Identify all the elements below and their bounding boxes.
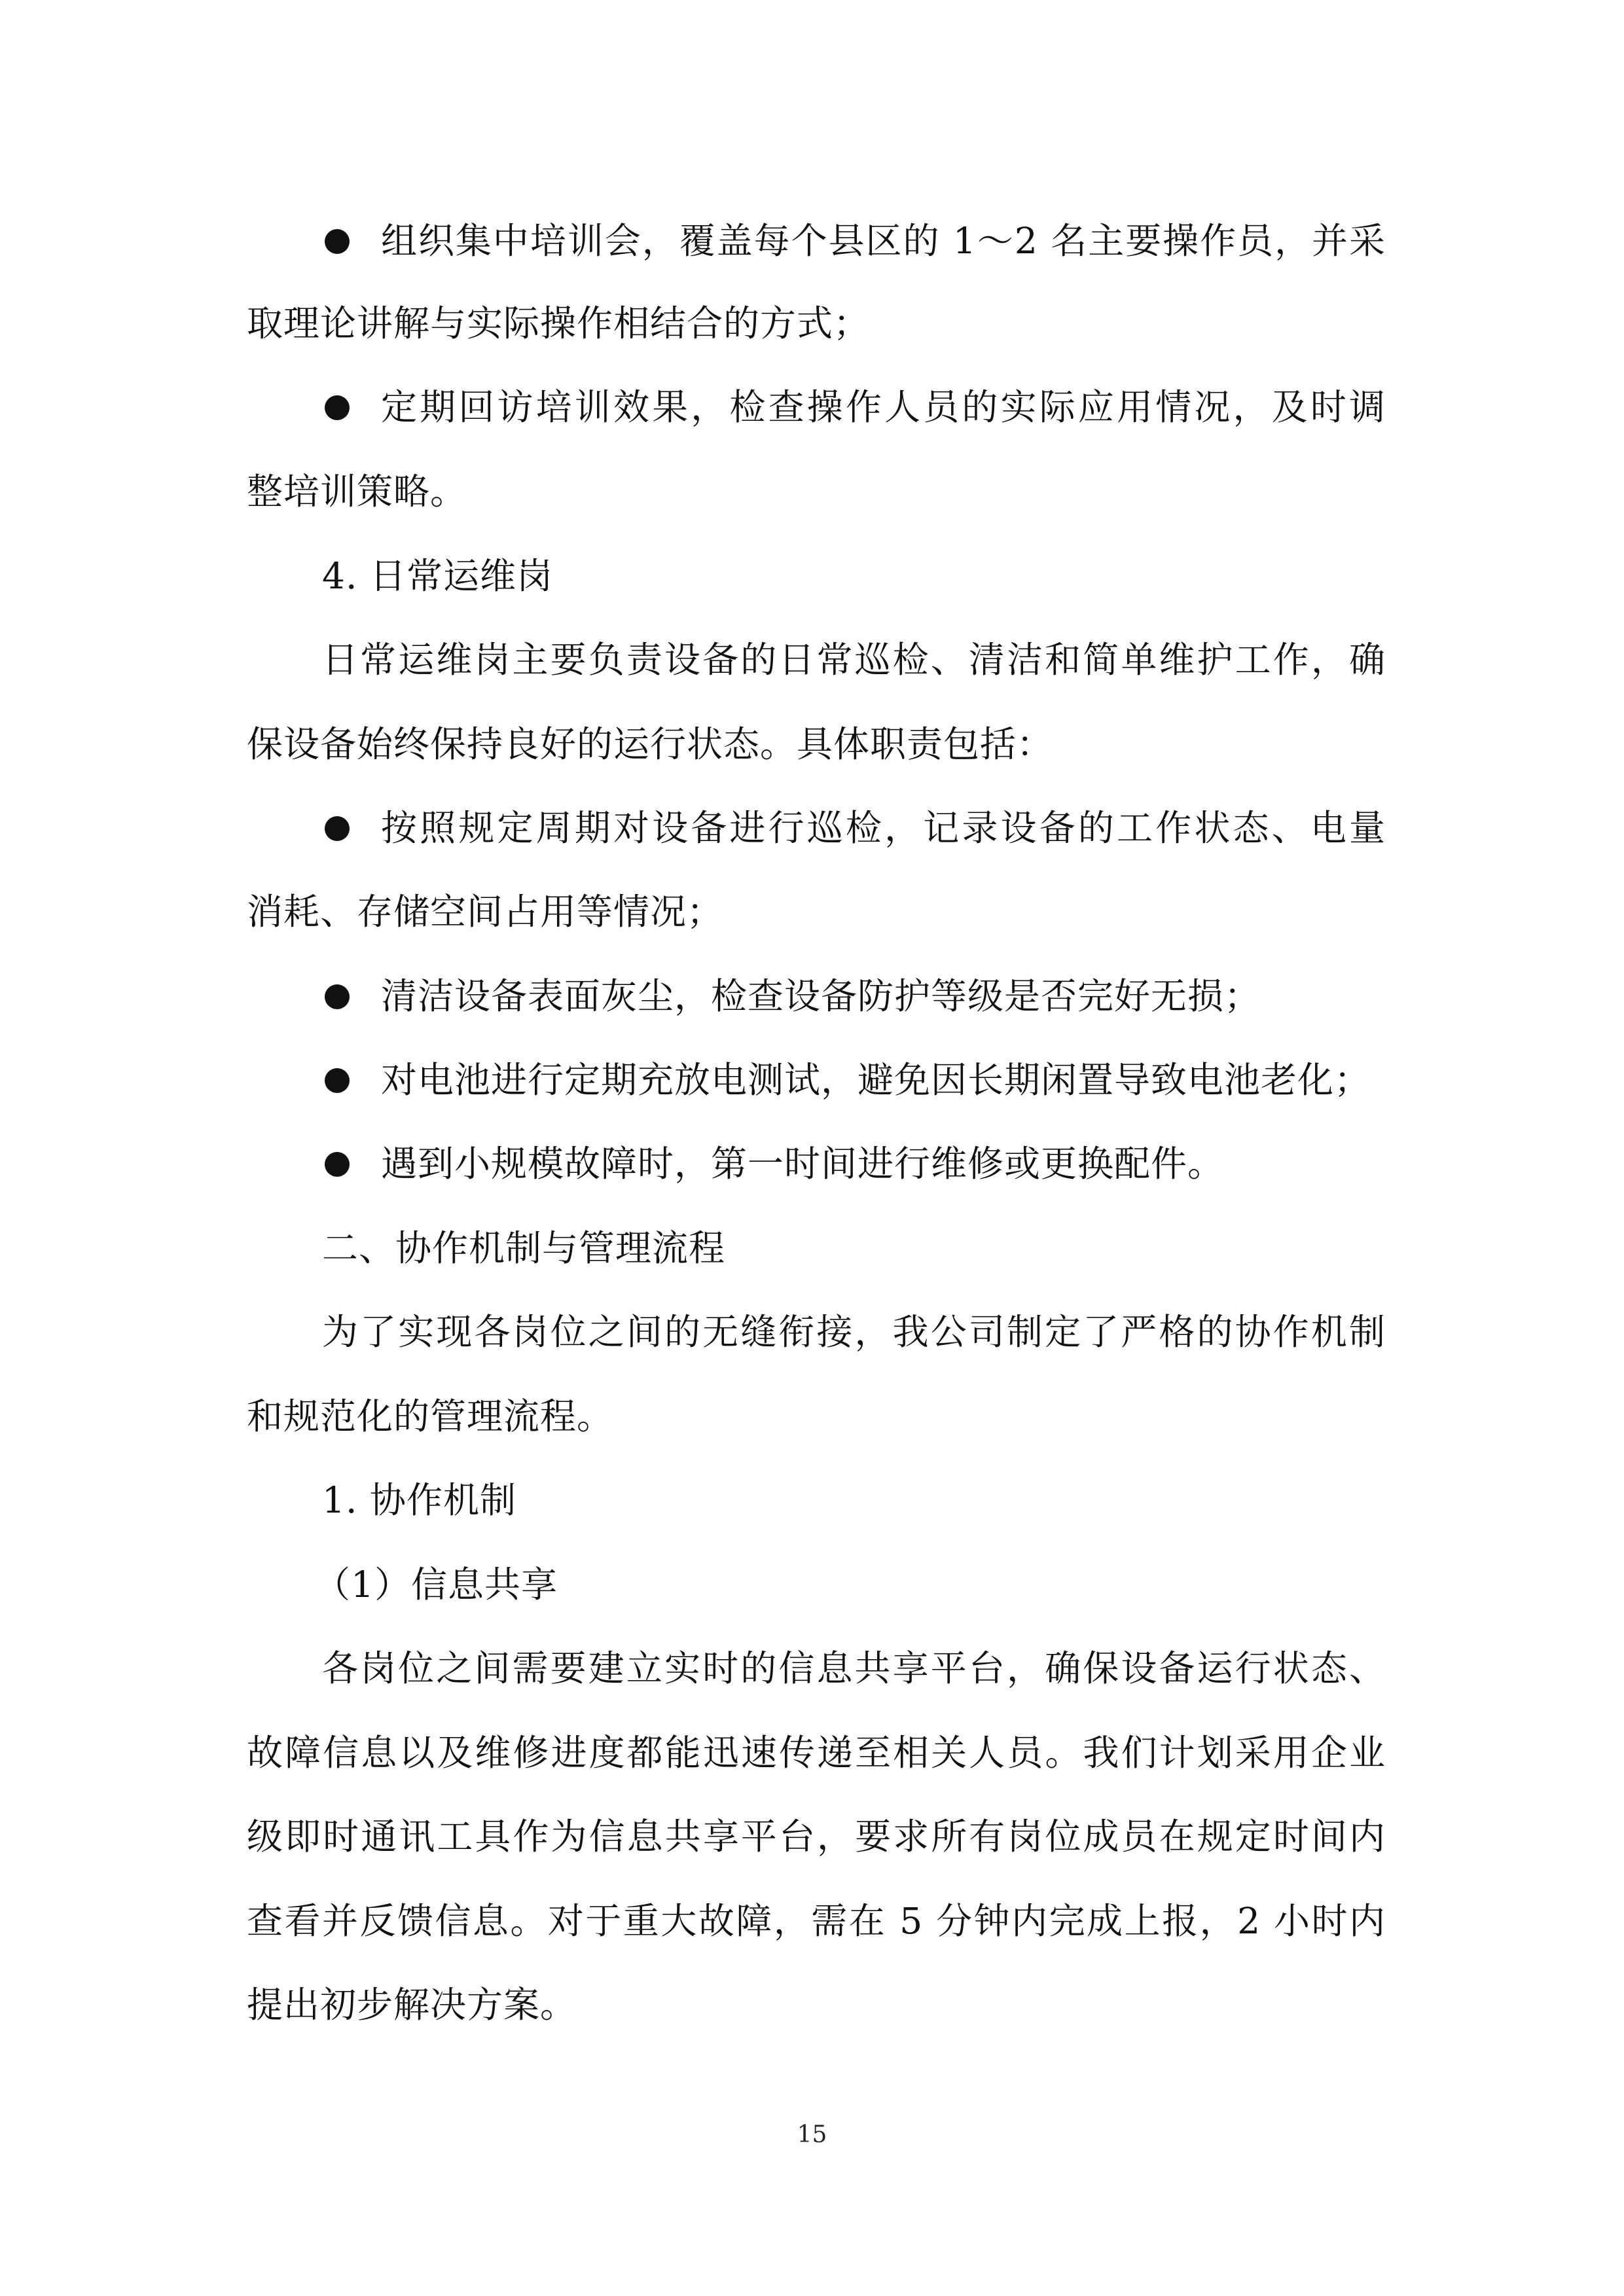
bullet-item: [322, 973, 1386, 1019]
chapter-heading: 二、协作机制与管理流程: [322, 1227, 726, 1269]
bullet-item: [322, 805, 1386, 851]
bullet-dot-icon: [325, 1068, 350, 1093]
bullet-text: 遇到小规模故障时，第一时间进行维修或更换配件。: [381, 1143, 1225, 1185]
paragraph-line: 日常运维岗主要负责设备的日常巡检、清洁和简单维护工作，确: [322, 639, 1386, 681]
bullet-dot-icon: [325, 816, 350, 841]
paragraph-line: 保设备始终保持良好的运行状态。具体职责包括：: [247, 723, 1054, 765]
bullet-text: 按照规定周期对设备进行巡检，记录设备的工作状态、电量: [381, 807, 1386, 849]
bullet-dot-icon: [325, 984, 350, 1009]
section-heading: 4. 日常运维岗: [322, 555, 553, 597]
bullet-text: 组织集中培训会，覆盖每个县区的 1～2 名主要操作员，并采: [381, 220, 1386, 262]
paragraph-line: 故障信息以及维修进度都能迅速传递至相关人员。我们计划采用企业: [247, 1732, 1386, 1774]
bullet-dot-icon: [325, 1152, 350, 1177]
bullet-text: 对电池进行定期充放电测试，避免因长期闲置导致电池老化；: [381, 1059, 1371, 1101]
paragraph-line: 级即时通讯工具作为信息共享平台，要求所有岗位成员在规定时间内: [247, 1816, 1386, 1857]
bullet-item: [322, 384, 1386, 430]
paragraph-line: 为了实现各岗位之间的无缝衔接，我公司制定了严格的协作机制: [322, 1311, 1386, 1353]
bullet-text-continuation: 消耗、存储空间占用等情况；: [247, 891, 724, 933]
paragraph-line: 和规范化的管理流程。: [247, 1395, 614, 1437]
paragraph-line: 查看并反馈信息。对于重大故障，需在 5 分钟内完成上报，2 小时内: [247, 1900, 1386, 1942]
paragraph-line: 各岗位之间需要建立实时的信息共享平台，确保设备运行状态、: [322, 1647, 1386, 1689]
bullet-dot-icon: [325, 229, 350, 254]
bullet-text-continuation: 取理论讲解与实际操作相结合的方式；: [247, 302, 871, 344]
bullet-text: 定期回访培训效果，检查操作人员的实际应用情况，及时调: [381, 386, 1386, 428]
bullet-item: [322, 1141, 1386, 1187]
page-number: 15: [797, 2121, 827, 2148]
bullet-item: [322, 218, 1386, 264]
bullet-item: [322, 1057, 1386, 1103]
paragraph-line: 提出初步解决方案。: [247, 1984, 577, 2026]
item-heading: （1）信息共享: [314, 1564, 558, 1605]
bullet-text-continuation: 整培训策略。: [247, 471, 467, 512]
bullet-text: 清洁设备表面灰尘，检查设备防护等级是否完好无损；: [381, 975, 1261, 1017]
bullet-dot-icon: [325, 395, 350, 420]
subsection-heading: 1. 协作机制: [322, 1479, 516, 1521]
